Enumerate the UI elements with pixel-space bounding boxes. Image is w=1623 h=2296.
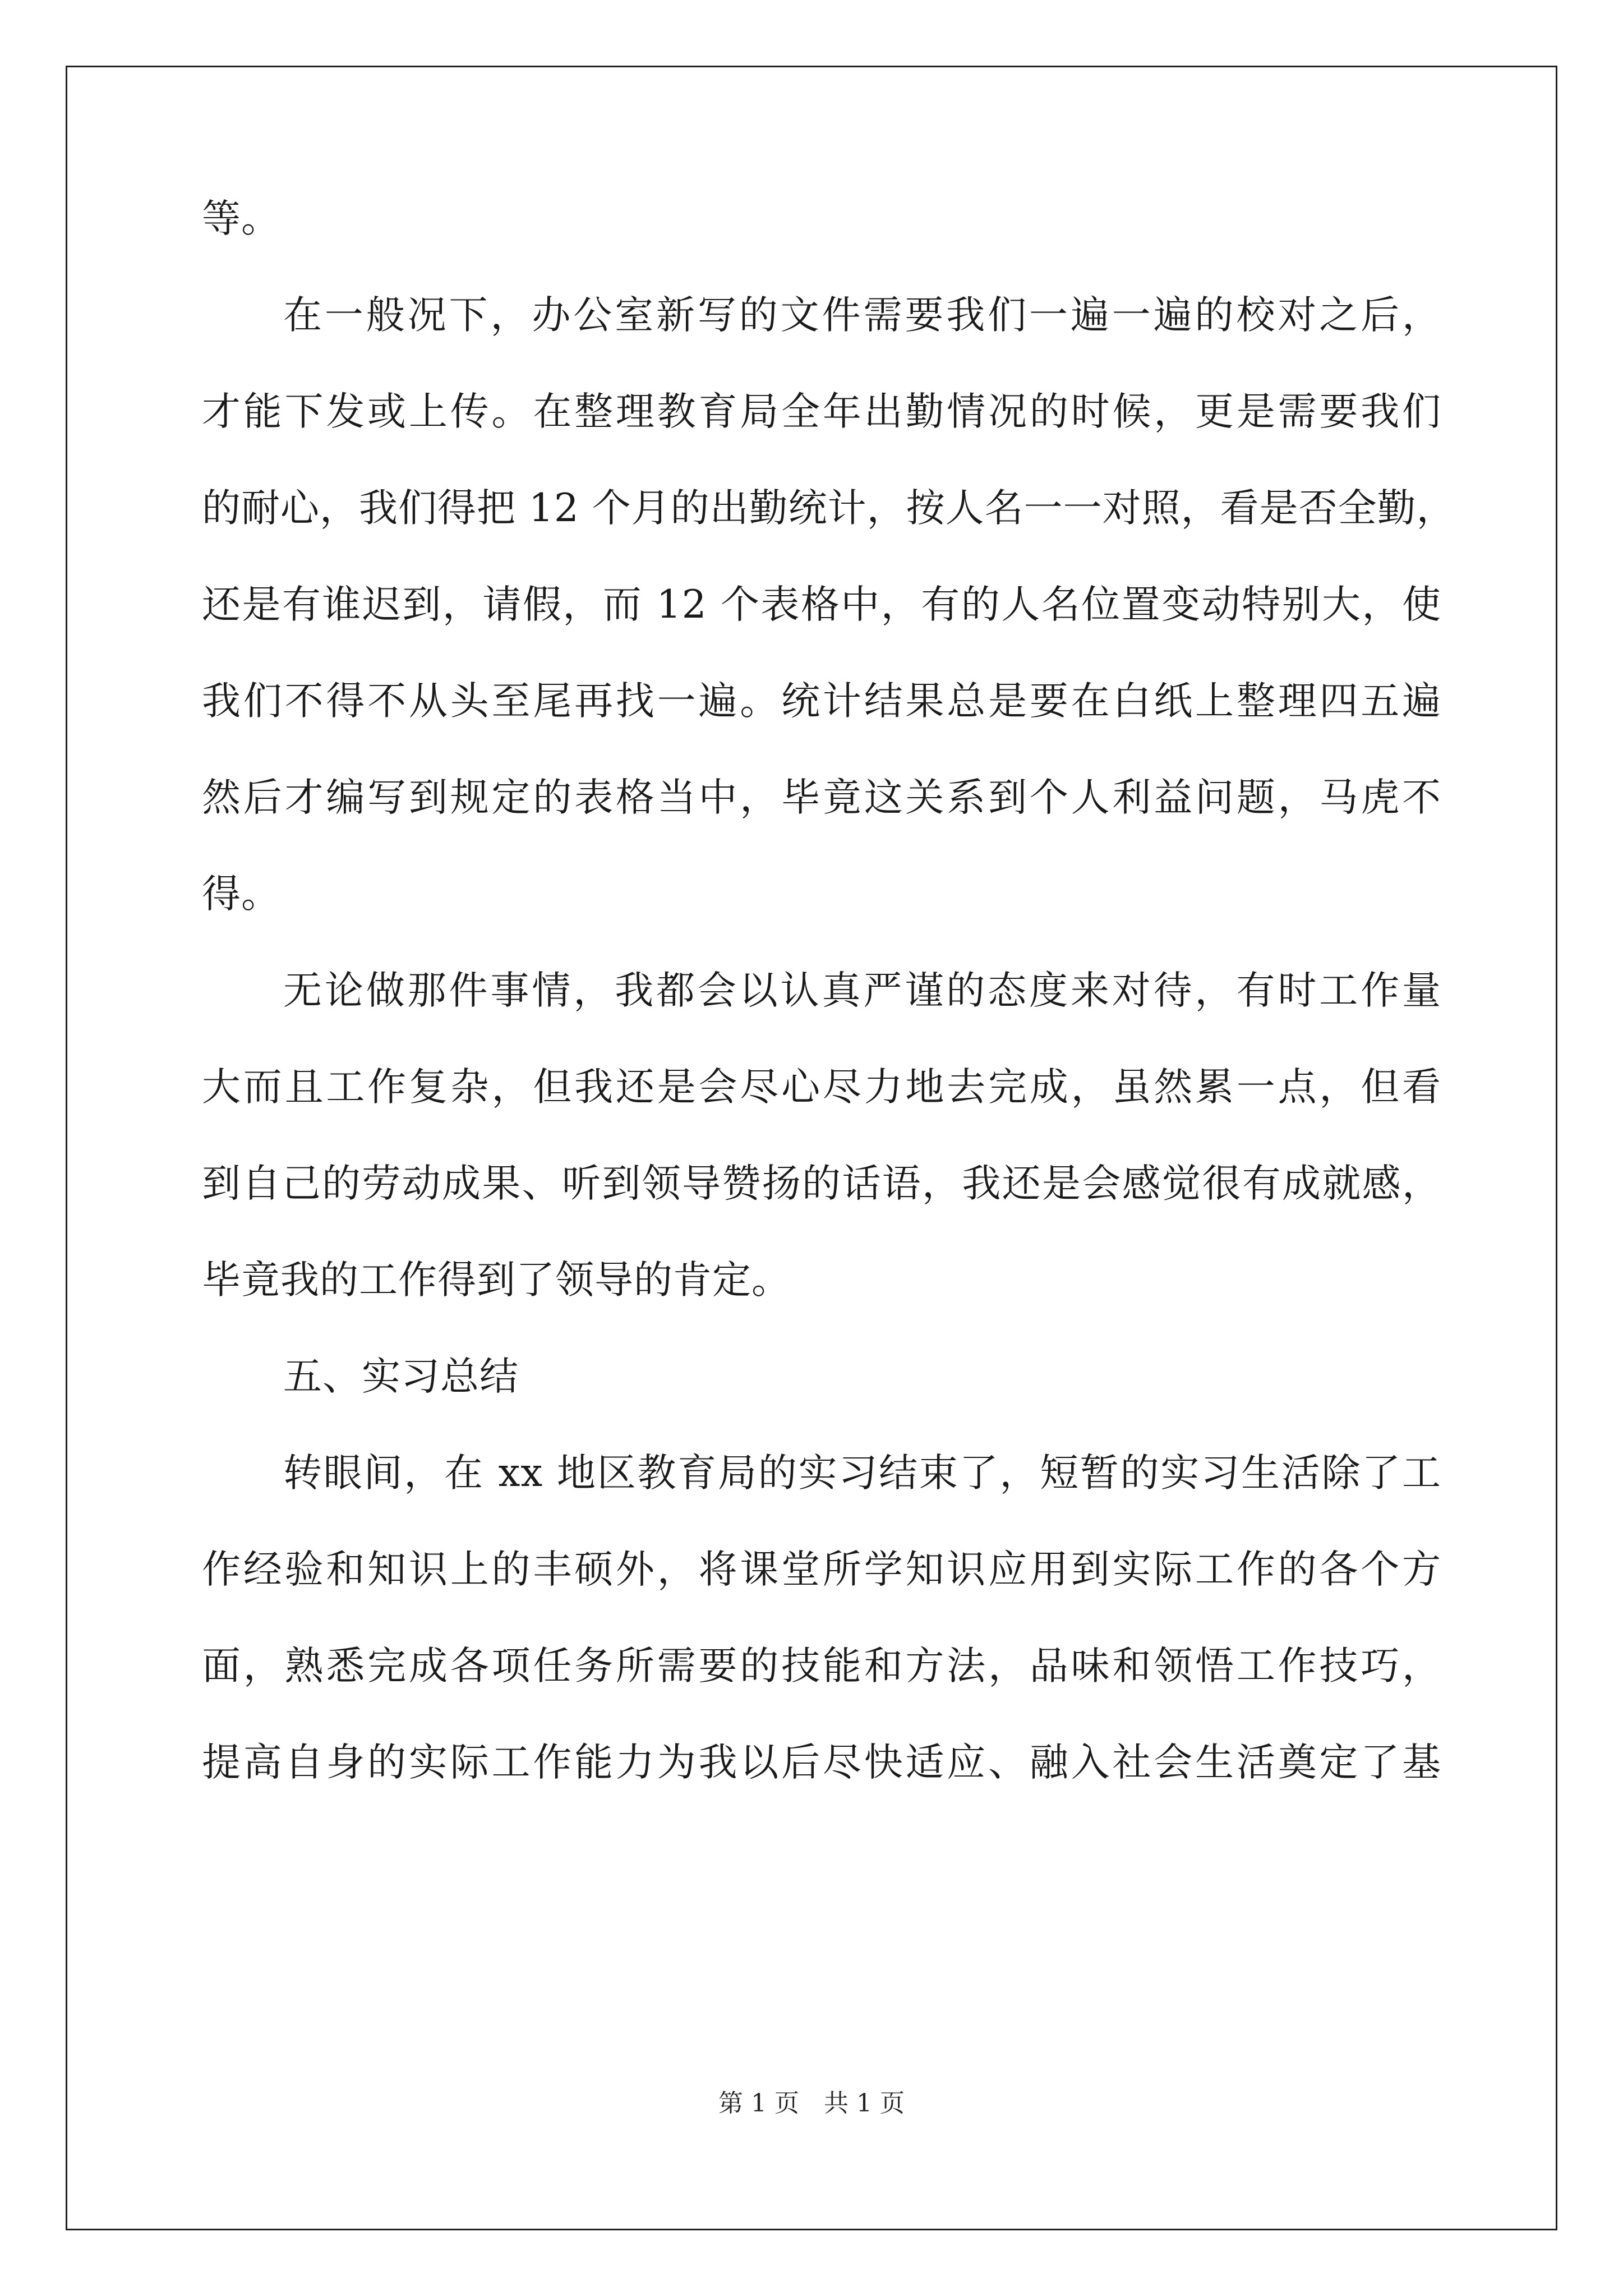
paragraph-line: 大而且工作复杂，但我还是会尽心尽力地去完成，虽然累一点，但看 (202, 1065, 1441, 1110)
paragraph-line: 毕竟我的工作得到了领导的肯定。 (202, 1258, 791, 1303)
paragraph-first-line: 无论做那件事情，我都会以认真严谨的态度来对待，有时工作量 (283, 968, 1441, 1013)
paragraph-line: 到自己的劳动成果、听到领导赞扬的话语，我还是会感觉很有成就感， (202, 1161, 1441, 1206)
paragraph-first-line: 五、实习总结 (283, 1354, 519, 1399)
paragraph-line: 提高自身的实际工作能力为我以后尽快适应、融入社会生活奠定了基 (202, 1740, 1441, 1785)
page-footer: 第 1 页 共 1 页 (718, 2089, 905, 2118)
paragraph-line: 得。 (202, 872, 280, 917)
paragraph-line: 面，熟悉完成各项任务所需要的技能和方法，品味和领悟工作技巧， (202, 1644, 1441, 1688)
paragraph-line: 的耐心，我们得把 12 个月的出勤统计，按人名一一对照，看是否全勤， (202, 486, 1456, 531)
paragraph-line: 才能下发或上传。在整理教育局全年出勤情况的时候，更是需要我们 (202, 389, 1441, 434)
paragraph-first-line: 转眼间，在 xx 地区教育局的实习结束了，短暂的实习生活除了工 (283, 1451, 1441, 1496)
paragraph-line: 然后才编写到规定的表格当中，毕竟这关系到个人利益问题，马虎不 (202, 775, 1441, 820)
paragraph-line: 作经验和知识上的丰硕外，将课堂所学知识应用到实际工作的各个方 (202, 1547, 1441, 1592)
paragraph-line: 我们不得不从头至尾再找一遍。统计结果总是要在白纸上整理四五遍 (202, 679, 1441, 724)
paragraph-line: 还是有谁迟到，请假，而 12 个表格中，有的人名位置变动特别大，使 (202, 582, 1441, 627)
paragraph-first-line: 在一般况下，办公室新写的文件需要我们一遍一遍的校对之后， (283, 293, 1441, 338)
paragraph-line: 等。 (202, 196, 280, 241)
